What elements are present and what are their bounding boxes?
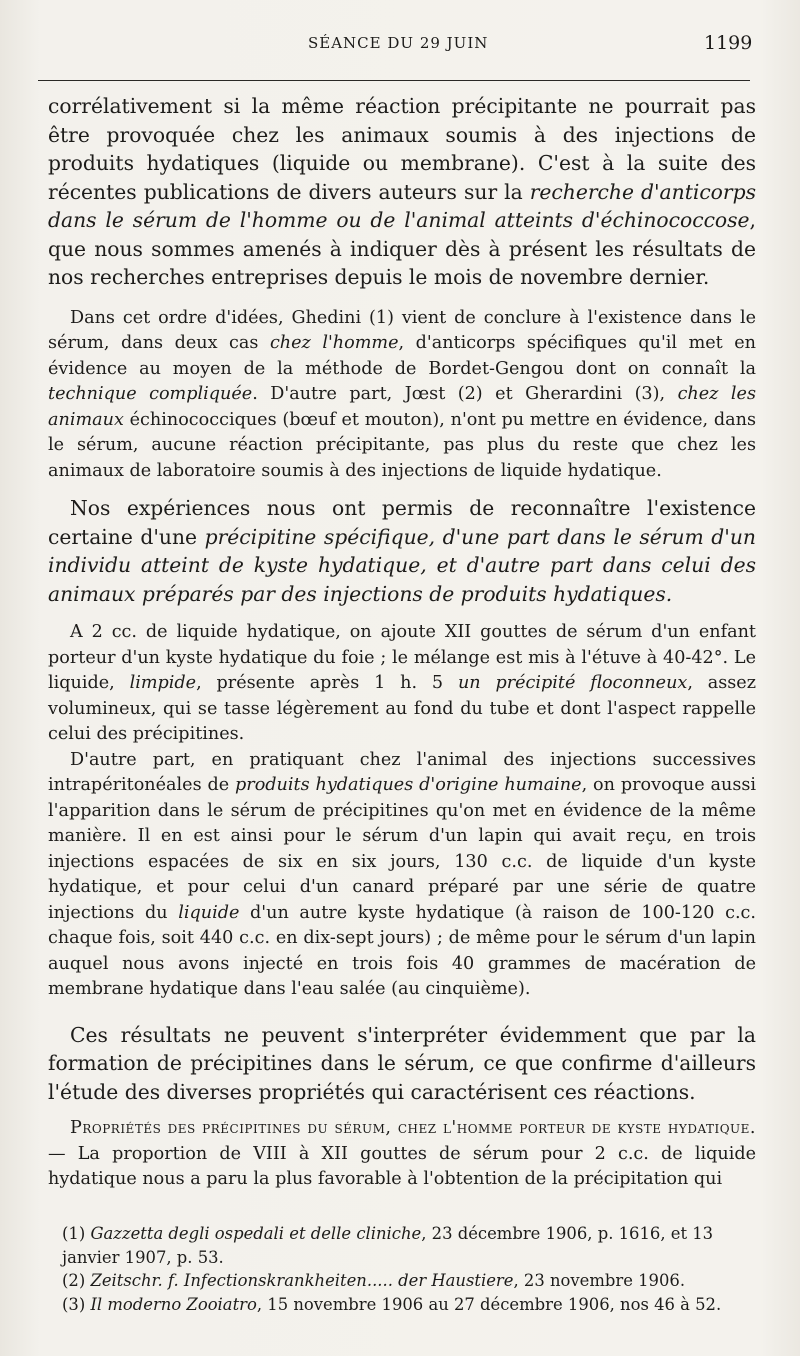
paragraph-1: corrélativement si la même réaction précipitante ne pourrait pas être provoquée chez les animaux soumis à des injections de produits hydatiques (liquide ou membrane). C'est à la suite des récentes publications de divers auteurs sur la recherche d'anticorps dans le sérum de l'homme ou de l'animal atteints d'échinococcose, que nous sommes amenés à indiquer dès à présent les résultats de nos recherches entreprises depuis le mois de novembre dernier.: [48, 94, 756, 289]
paragraph-3: Nos expériences nous ont permis de reconnaître l'existence certaine d'une précipitine spécifique, d'une part dans le sérum d'un individu atteint de kyste hydatique, et d'autre part dans celui des animaux préparés par des injections de produits hydatiques.: [48, 496, 756, 606]
page-header: [0, 28, 800, 68]
footnote-1: (1) Gazzetta degli ospedali et delle cliniche, 23 décembre 1906, p. 1616, et 13 janvier 1907, p. 53.: [62, 1224, 714, 1267]
section-heading: Propriétés des précipitines du sérum, chez l'homme porteur de kyste hydatique.: [70, 1118, 756, 1138]
running-title: SÉANCE DU 29 JUIN: [308, 34, 489, 52]
page-number: 1199: [704, 32, 753, 54]
footnote-3: (3) Il moderno Zooiatro, 15 novembre 1906 au 27 décembre 1906, nos 46 à 52.: [62, 1294, 722, 1314]
paragraph-4: A 2 cc. de liquide hydatique, on ajoute XII gouttes de sérum d'un enfant porteur d'un kyste hydatique du foie ; le mélange est mis à l'étuve à 40-42°. Le liquide, limpide, présente après 1 h. 5 un précipité floconneux, assez volumineux, qui se tasse légèrement au fond du tube et dont l'aspect rappelle celui des précipitines.: [48, 622, 756, 744]
paragraph-2: Dans cet ordre d'idées, Ghedini (1) vient de conclure à l'existence dans le sérum, dans deux cas chez l'homme, d'anticorps spécifiques qu'il met en évidence au moyen de la méthode de Bordet-Gengou dont on connaît la technique compliquée. D'autre part, Jœst (2) et Gherardini (3), chez les animaux échinococciques (bœuf et mouton), n'ont pu mettre en évidence, dans le sérum, aucune réaction précipitante, pas plus du reste que chez les animaux de laboratoire soumis à des injections de liquide hydatique.: [48, 307, 757, 481]
header-rule: [38, 80, 750, 81]
paragraph-7: Propriétés des précipitines du sérum, chez l'homme porteur de kyste hydatique. — La proportion de VIII à XII gouttes de sérum pour 2 c.c. de liquide hydatique nous a paru la plus favorable à l'obtention de la précipitation qui: [48, 1118, 756, 1189]
paragraph-6: Ces résultats ne peuvent s'interpréter évidemment que par la formation de précipitines dans le sérum, ce que confirme d'ailleurs l'étude des diverses propriétés qui caractérisent ces réactions.: [48, 1022, 756, 1104]
footnotes: [62, 1222, 756, 1316]
article-body: [48, 92, 756, 1193]
footnote-2: (2) Zeitschr. f. Infectionskrankheiten..... der Haustiere, 23 novembre 1906.: [62, 1271, 686, 1290]
paragraph-5: D'autre part, en pratiquant chez l'animal des injections successives intrapéritonéales de produits hydatiques d'origine humaine, on provoque aussi l'apparition dans le sérum de précipitines qu'on met en évidence de la même manière. Il en est ainsi pour le sérum d'un lapin qui avait reçu, en trois injections espacées de six en six jours, 130 c.c. de liquide d'un kyste hydatique, et pour celui d'un canard préparé par une série de quatre injections du liquide d'un autre kyste hydatique (à raison de 100-120 c.c. chaque fois, soit 440 c.c. en dix-sept jours) ; de même pour le sérum d'un lapin auquel nous avons injecté en trois fois 40 grammes de macération de membrane hydatique dans l'eau salée (au cinquième).: [48, 749, 757, 999]
